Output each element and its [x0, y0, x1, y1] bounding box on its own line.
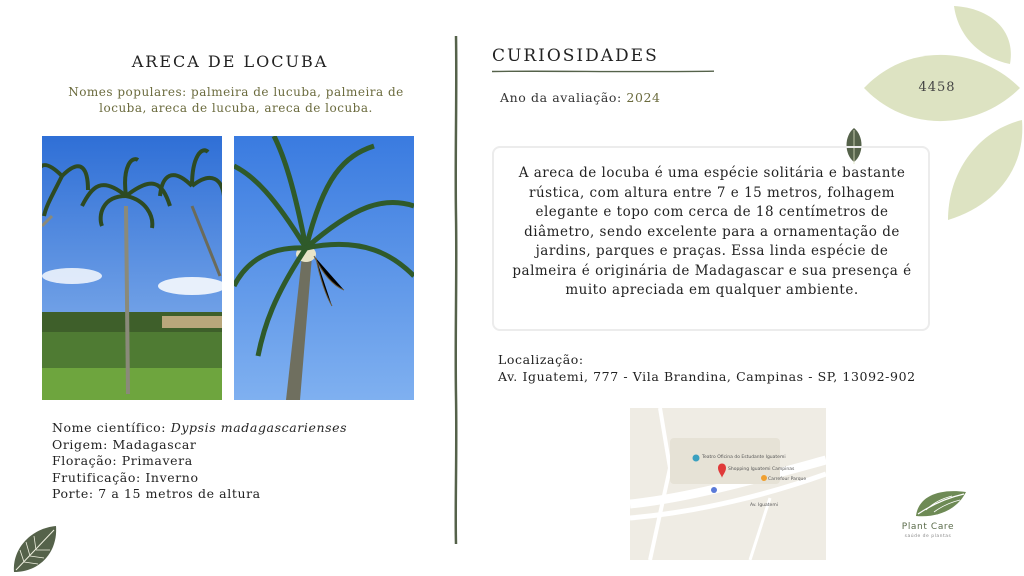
- svg-text:Av. Iguatemi: Av. Iguatemi: [750, 503, 778, 508]
- leaf-icon: [10, 522, 62, 576]
- location-map[interactable]: [630, 408, 826, 560]
- plant-care-logo: [912, 486, 970, 520]
- popular-names: Nomes populares: palmeira de lucuba, palmeira de locuba, areca de lucuba, areca de locuba.: [68, 85, 404, 115]
- evaluation-year: Ano da avaliação: 2024: [500, 90, 661, 105]
- fact-origin: Origem: Madagascar: [52, 436, 197, 452]
- fact-size: Porte: 7 a 15 metros de altura: [52, 486, 261, 501]
- palm-photo: [42, 136, 222, 400]
- svg-text:Shopping Iguatemi Campinas: Shopping Iguatemi Campinas: [728, 467, 795, 472]
- description-text: A areca de locuba é uma espécie solitária e bastante rústica, com altura entre 7 e 15 metros, folhagem elegante e topo com cerca de 18 centímetros de diâmetro, sendo excelente para a ornamentação de jardins, parques e praças. Essa linda espécie de palmeira é originária de Madagascar e sua presença é muito apreciada em qualquer ambiente.: [512, 165, 912, 298]
- curiosities-title: CURIOSIDADES: [492, 46, 659, 66]
- fact-flowering: Floração: Primavera: [52, 453, 193, 468]
- id-badge: 4458: [918, 80, 956, 95]
- palm-photo: [234, 136, 414, 400]
- title-underline: [492, 70, 714, 73]
- location-address: Av. Iguatemi, 777 - Vila Brandina, Campinas - SP, 13092-902: [498, 369, 916, 384]
- divider: [452, 36, 460, 544]
- svg-text:Teatro Oficina do Estudante Ig: Teatro Oficina do Estudante Iguatemi: [702, 455, 786, 460]
- fact-scientific-name: Nome científico: Dypsis madagascarienses: [52, 420, 348, 435]
- brand-name: Plant Care: [901, 522, 955, 532]
- brand-tagline: saúde de plantas: [904, 534, 952, 539]
- location-label: Localização:: [498, 352, 584, 367]
- fact-fruiting: Frutificação: Inverno: [52, 469, 199, 485]
- svg-text:Carrefour Parque: Carrefour Parque: [768, 477, 807, 482]
- plant-facts: [52, 420, 347, 503]
- plant-title: ARECA DE LOCUBA: [131, 52, 329, 71]
